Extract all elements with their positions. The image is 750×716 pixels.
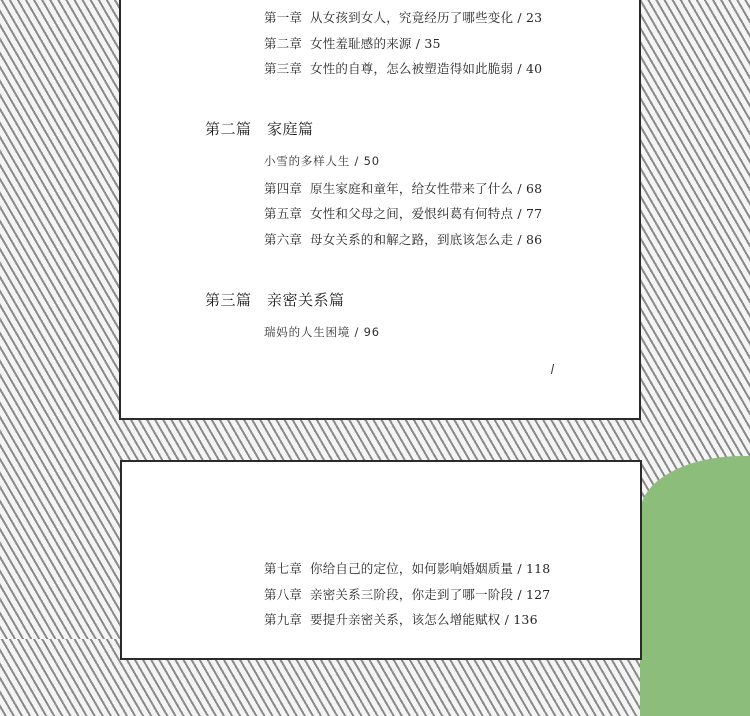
part-3-heading[interactable] — [205, 289, 345, 310]
toc-chapter-5[interactable] — [264, 204, 542, 222]
chapter-number: 第二章 — [264, 36, 303, 51]
toc-chapter-1[interactable] — [264, 8, 542, 26]
green-decorative-shape — [640, 456, 750, 716]
part-2-story[interactable]: 小雪的多样人生 / 50 — [264, 154, 380, 168]
chapter-number: 第八章 — [264, 587, 303, 602]
chapter-title: 亲密关系三阶段，你走到了哪一阶段 / 127 — [310, 587, 551, 602]
chapter-number: 第一章 — [264, 10, 303, 25]
chapter-number: 第四章 — [264, 181, 303, 196]
toc-page-top — [119, 0, 641, 420]
chapter-title: 从女孩到女人，究竟经历了哪些变化 / 23 — [310, 10, 543, 25]
toc-page-bottom — [120, 460, 642, 660]
toc-chapter-3[interactable] — [264, 59, 542, 77]
chapter-title: 母女关系的和解之路，到底该怎么走 / 86 — [310, 232, 543, 247]
part-title: 亲密关系篇 — [267, 291, 345, 309]
part-2-heading[interactable] — [205, 118, 314, 139]
toc-chapter-2[interactable] — [264, 34, 441, 52]
chapter-title: 原生家庭和童年，给女性带来了什么 / 68 — [310, 181, 543, 196]
chapter-number: 第九章 — [264, 612, 303, 627]
toc-chapter-9[interactable] — [264, 610, 538, 628]
toc-chapter-6[interactable] — [264, 230, 542, 248]
part-3-story[interactable]: 瑞妈的人生困境 / 96 — [264, 325, 380, 339]
toc-chapter-4[interactable] — [264, 179, 542, 197]
chapter-title: 女性和父母之间，爱恨纠葛有何特点 / 77 — [310, 206, 543, 221]
chapter-number: 第三章 — [264, 61, 303, 76]
chapter-number: 第六章 — [264, 232, 303, 247]
page-mark — [551, 364, 554, 374]
chapter-number: 第五章 — [264, 206, 303, 221]
chapter-number: 第七章 — [264, 561, 303, 576]
part-title: 家庭篇 — [267, 120, 314, 138]
part-number: 第三篇 — [205, 291, 252, 309]
chapter-title: 你给自己的定位，如何影响婚姻质量 / 118 — [310, 561, 551, 576]
toc-chapter-8[interactable] — [264, 585, 550, 603]
chapter-title: 女性的自尊，怎么被塑造得如此脆弱 / 40 — [310, 61, 543, 76]
chapter-title: 要提升亲密关系，该怎么增能赋权 / 136 — [310, 612, 538, 627]
part-number: 第二篇 — [205, 120, 252, 138]
chapter-title: 女性羞耻感的来源 / 35 — [310, 36, 441, 51]
toc-chapter-7[interactable] — [264, 559, 550, 577]
